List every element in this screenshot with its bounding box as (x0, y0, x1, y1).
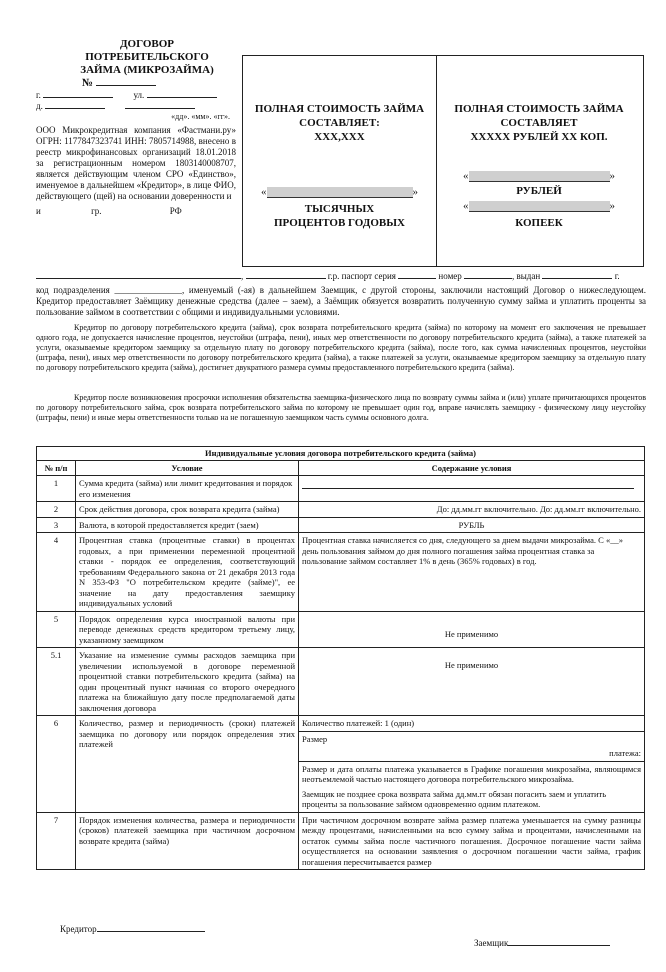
row-condition: Указание на изменение суммы расходов заемщика при увеличении используемой в договоре переменной процентной ставки потребительского кредита (займа) на один процентный пункт начиная со второго очередного платежа на ближайшую дату после предполагаемой даты заключения договора (76, 648, 299, 716)
rub-caption: РУБЛЕЙ (516, 185, 562, 197)
rub-words-gray (469, 171, 610, 182)
row-number: 5 (37, 611, 76, 648)
row-content: При частичном досрочном возврате займа размер платежа уменьшается на сумму разницы между процентами, начисленными на всю сумму займа и процентами, начисленными на остаток суммы займа после частичного погашения. Досрочное погашение части займа осуществляется на основании заявления о досрочном погашении части займа, график погашения пересчитывается размер (299, 812, 645, 870)
payment-label: платежа: (299, 746, 644, 762)
left-block (36, 90, 236, 217)
house-prefix: д. (36, 101, 43, 111)
address-line (36, 90, 236, 101)
fio-field (36, 278, 241, 279)
percent-caption: ТЫСЯЧНЫХ ПРОЦЕНТОВ ГОДОВЫХ (274, 203, 405, 229)
table-caption: Индивидуальные условия договора потребительского кредита (займа) (37, 447, 645, 461)
street-field (147, 97, 217, 98)
quote-open-kop: « (463, 200, 469, 212)
creditor-signature (60, 924, 205, 935)
row-condition: Валюта, в которой предоставляется кредит (заем) (76, 517, 299, 533)
individual-conditions-table (36, 446, 645, 870)
borrower-signature (474, 938, 610, 949)
payment-schedule-text: Размер и дата оплаты платежа указывается в Графике погашения микрозайма, являющимся неотъемлемой частью настоящего договора потребительского микрозайма. (302, 763, 641, 784)
row-content: Процентная ставка начисляется со дня, следующего за днем выдачи микрозайма. С «__» день пользования займом до дня полного погашения займа процентная ставка за пользование займом составляет 1% в день (365% годовых) в год. (299, 533, 645, 612)
quote-open: « (261, 186, 267, 198)
row-number: 7 (37, 812, 76, 870)
title-line-1: ДОГОВОР ПОТРЕБИТЕЛЬСКОГО (85, 38, 209, 63)
street-prefix: ул. (133, 90, 145, 100)
row-number: 2 (37, 502, 76, 518)
house-field (45, 108, 105, 109)
table-row (37, 476, 645, 502)
table-row (37, 812, 645, 870)
quote-close: » (412, 186, 418, 198)
passport-number-label: номер (438, 271, 462, 281)
row-content: РУБЛЬ (299, 517, 645, 533)
kop-words-field (463, 200, 615, 212)
limit-paragraph: Кредитор по договору потребительского кредита (займа), срок возврата потребительского кредита (займа) по которому на момент его заключения не превышает одного года, не допускается начисление процентов, неустойки (штрафа, пени), иных мер ответственности по договору потребительского кредита (займа), а также платежей за услуги, оказываемые кредитором заемщику за отдельную плату по договору потребительского кредита (займа), после того, как сумма начисленных процентов, неустойки (штрафа, пени), иных мер ответственности по договору потребительского кредита (займа), а также платежей за услуги, оказываемые кредитором заемщику за отдельную плату по договору потребительского кредита (займа), достигнет двукратного размера суммы предоставленного потребительского кредита (займа). (36, 323, 646, 372)
and-label: и (36, 206, 41, 216)
title-line-2: ЗАЙМА (МИКРОЗАЙМА) (80, 64, 214, 76)
quote-close-kop: » (609, 200, 615, 212)
row-content (299, 716, 645, 813)
creditor-sign-line (97, 931, 205, 932)
creditor-label: Кредитор (60, 924, 97, 934)
row-condition: Срок действия договора, срок возврата кредита (займа) (76, 502, 299, 518)
table-row (37, 716, 645, 813)
contract-number (62, 77, 232, 90)
intro-paragraph: код подразделения _______________, именуемый (-ая) в дальнейшем Заемщик, с другой стороны, заключили настоящий Договор о нижеследующем. Кредитор предоставляет Заёмщику денежные средства (далее – заем), а Заёмщик обязуется возвратить полученную сумму займа и уплатить проценты за пользование займом в соответствии с общими и индивидуальными условиями. (36, 285, 646, 317)
kop-word: КОП. (579, 131, 608, 143)
full-cost-rub-box (435, 55, 644, 267)
kop-caption: КОПЕЕК (515, 217, 563, 229)
lender-text: ООО Микрокредитная компания «Фастмани.ру» ОГРН: 1177847323741 ИНН: 7805714988, внесено в реестр микрофинансовых организаций 18.01.2018 за регистрационным номером 1803140008707, является действующим членом СРО «Единство», именуемое в дальнейшем «Кредитор», в лице ФИО, действующего (щей) на основании доверенности и (36, 125, 236, 201)
number-field (464, 278, 512, 279)
full-cost-percent-value: XXX,XXX (314, 131, 365, 143)
row-content: Не применимо (299, 611, 645, 648)
row-condition: Процентная ставка (процентные ставки) в процентах годовых, а при применении переменной процентной ставки - порядок ее определения, соответствующий требованиям Федерального закона от 21 декабря 2013 года N 353-ФЗ "О потребительском кредите (займе)", ее значение на дату предоставления заемщику индивидуальных условий (76, 533, 299, 612)
row-number: 3 (37, 517, 76, 533)
city-field (43, 97, 113, 98)
date-hint: «дд». «мм». «гг». (171, 112, 230, 121)
payment-count: Количество платежей: 1 (один) (299, 716, 644, 732)
rf-label: РФ (169, 206, 182, 216)
borrower-line (36, 206, 236, 217)
table-caption-row (37, 447, 645, 461)
payment-size-label: Размер (302, 733, 328, 744)
year-label: г. (614, 271, 620, 281)
kop-amount: XX (561, 131, 578, 143)
row-condition: Порядок изменения количества, размера и периодичности (сроков) платежей заемщика при частичном досрочном возврате кредита (займа) (76, 812, 299, 870)
penalty-paragraph: Кредитор после возникновения просрочки исполнения обязательства заемщика-физического лица по возврату суммы займа и (или) уплате причитающихся процентов по договору потребительского займа, срок возврата потребительского займа по которому не превышает один год, вправе начислять заемщику - физическому лицу неустойку (штрафы, пени) и иные меры ответственности только на не погашенную заемщиком часть суммы основного долга. (36, 393, 646, 422)
quote-close-rub: » (609, 170, 615, 182)
full-cost-rub-title: ПОЛНАЯ СТОИМОСТЬ ЗАЙМА СОСТАВЛЯЕТ (454, 103, 624, 129)
city-prefix: г. (36, 90, 41, 100)
row-number: 4 (37, 533, 76, 612)
amount-field (302, 488, 634, 489)
issued-field (542, 278, 612, 279)
rub-words-field (463, 170, 615, 182)
percent-words-field (261, 186, 418, 198)
house-line (36, 101, 236, 112)
issued-label: выдан (516, 271, 541, 281)
col-content-header: Содержание условия (299, 460, 645, 476)
row-number: 1 (37, 476, 76, 502)
borrower-label: Заемщик (474, 938, 509, 948)
citizen-label: гр. (91, 206, 102, 216)
row-condition: Количество, размер и периодичность (сроки) платежей заемщика по договору или порядок определения этих платежей (76, 716, 299, 813)
number-line (96, 85, 156, 86)
date-field (125, 108, 195, 109)
table-row (37, 533, 645, 612)
table-row (37, 502, 645, 518)
quote-open-rub: « (463, 170, 469, 182)
full-cost-percent-box (242, 55, 437, 267)
full-cost-rub-value (435, 130, 643, 144)
row-number: 6 (37, 716, 76, 813)
table-row (37, 517, 645, 533)
col-cond-header: Условие (76, 460, 299, 476)
rub-word: РУБЛЕЙ (512, 131, 559, 143)
row-condition: Порядок определения курса иностранной валюты при переводе денежных средств кредитором третьему лицу, указанному заемщиком (76, 611, 299, 648)
col-num-header: № п/п (37, 460, 76, 476)
birth-field (246, 278, 326, 279)
row-content: Не применимо (299, 648, 645, 716)
passport-series-label: г.р. паспорт серия (327, 271, 396, 281)
full-cost-percent-title: ПОЛНАЯ СТОИМОСТЬ ЗАЙМА СОСТАВЛЯЕТ: (254, 103, 425, 129)
number-label: № (82, 77, 94, 89)
row-number: 5.1 (37, 648, 76, 716)
table-row (37, 648, 645, 716)
passport-line: , г.р. паспорт серия номер , выдан г. (36, 271, 646, 282)
row-condition: Сумма кредита (займа) или лимит кредитования и порядок его изменения (76, 476, 299, 502)
series-field (398, 278, 436, 279)
percent-words-gray (267, 187, 413, 198)
rub-amount: XXXXX (470, 131, 511, 143)
row-content (299, 476, 645, 502)
document-title (62, 38, 232, 90)
kop-words-gray (469, 201, 610, 212)
table-row (37, 611, 645, 648)
row-content: До: дд.мм.гг включительно. До: дд.мм.гг включительно. (299, 502, 645, 518)
borrower-sign-line (508, 945, 610, 946)
payment-deadline-text: Заемщик не позднее срока возврата займа дд.мм.гг обязан погасить заем и уплатить проценты за пользование займом одновременно одним платежом. (302, 788, 607, 809)
table-header-row (37, 460, 645, 476)
